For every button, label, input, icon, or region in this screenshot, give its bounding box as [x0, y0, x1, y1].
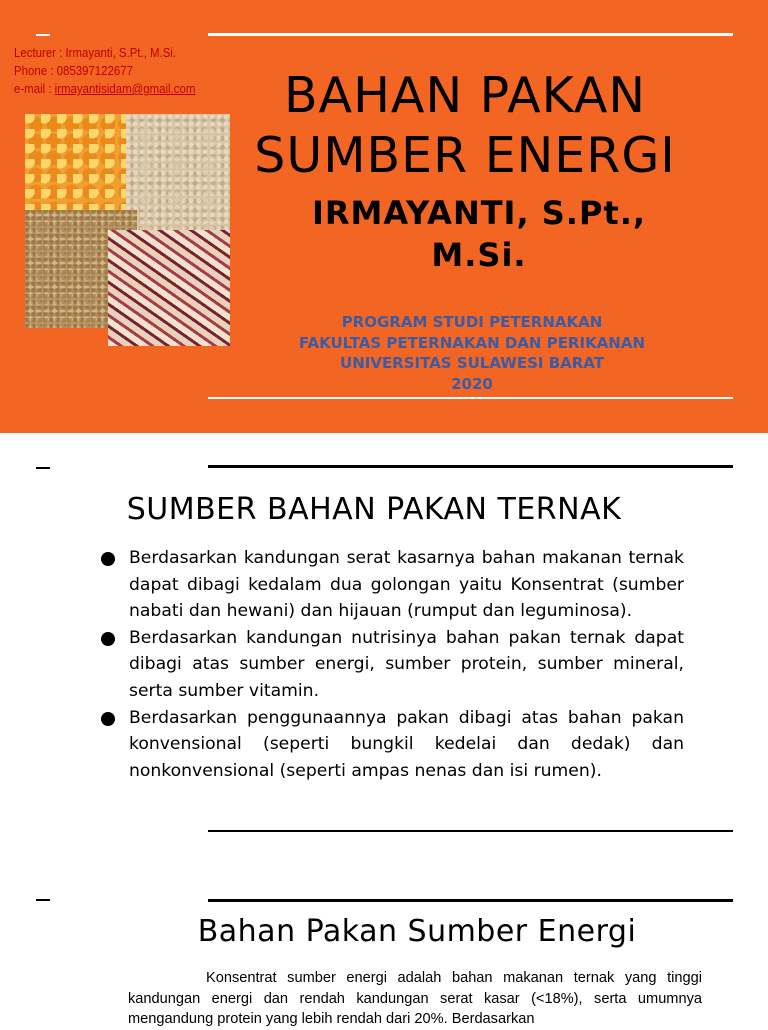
body-paragraph: Konsentrat sumber energi adalah bahan makanan ternak yang tinggi kandungan energi dan rendah kandungan serat kasar (<18%), serta umumnya mengandung protein yang lebih rendah dari 20%. Berdasarkan [128, 970, 702, 1027]
email-label: e-mail : [14, 81, 55, 96]
email-line [14, 80, 195, 98]
bullet-text: Berdasarkan kandungan serat kasarnya bahan makanan ternak dapat dibagi kedalam dua golongan yaitu Konsentrat (sumber nabati dan hewani) dan hijauan (rumput dan leguminosa). [129, 548, 684, 622]
list-item [96, 625, 684, 705]
bottom-divider [208, 830, 733, 832]
slide-marker [36, 34, 50, 36]
email-link[interactable]: irmayantisidam@gmail.com [54, 81, 196, 96]
author-line-2: M.Si. [431, 236, 527, 274]
slide-title: Bahan Pakan Sumber Energi [197, 914, 637, 949]
university-line: UNIVERSITAS SULAWESI BARAT [340, 354, 604, 372]
program-line: PROGRAM STUDI PETERNAKAN [341, 313, 603, 331]
slide-marker [36, 467, 50, 469]
peel-photo [108, 230, 230, 346]
title-slide [0, 0, 768, 433]
lecturer-line: Lecturer : Irmayanti, S.Pt., M.Si. [14, 45, 177, 60]
list-item [96, 705, 684, 785]
top-divider [208, 33, 733, 36]
bullet-text: Berdasarkan penggunaannya pakan dibagi atas bahan pakan konvensional (seperti bungkil kedelai dan dedak) dan nonkonvensional (seperti ampas nenas dan isi rumen). [129, 707, 684, 781]
slide-title [226, 66, 704, 186]
title-line-2: SUMBER ENERGI [254, 127, 676, 184]
top-divider [208, 465, 733, 468]
bottom-divider [208, 397, 733, 399]
bullet-icon [101, 552, 115, 566]
slide-title: SUMBER BAHAN PAKAN TERNAK [126, 492, 622, 527]
author-line-1: IRMAYANTI, S.Pt., [311, 194, 647, 232]
bullet-icon [101, 632, 115, 646]
bullet-list [96, 545, 684, 784]
top-divider [208, 899, 733, 902]
list-item [96, 545, 684, 625]
institution-block [258, 312, 686, 394]
title-line-1: BAHAN PAKAN [283, 67, 647, 124]
corn-photo [25, 114, 127, 212]
faculty-line: FAKULTAS PETERNAKAN DAN PERIKANAN [298, 333, 646, 352]
contact-info [14, 44, 195, 98]
author-name [296, 192, 662, 276]
slide-marker [36, 899, 50, 901]
bullet-text: Berdasarkan kandungan nutrisinya bahan pakan ternak dapat dibagi atas sumber energi, sumber protein, sumber mineral, serta sumber vitamin. [129, 627, 684, 701]
year-line: 2020 [451, 374, 493, 393]
bran-photo [126, 114, 230, 230]
phone-line: Phone : 085397122677 [14, 63, 133, 78]
bullet-icon [101, 712, 115, 726]
